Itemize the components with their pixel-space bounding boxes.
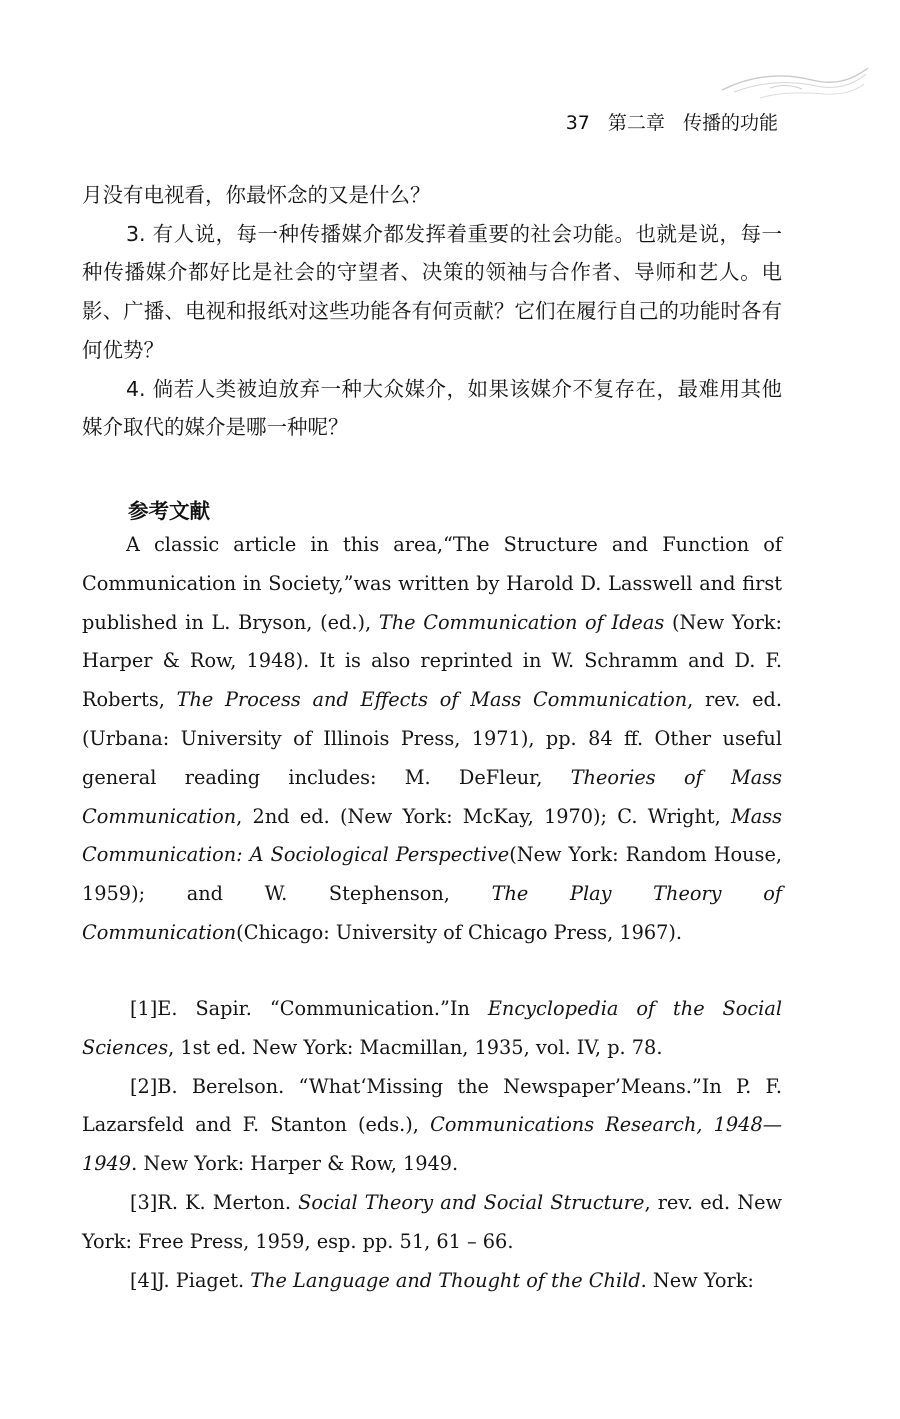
question-4: 4. 倘若人类被迫放弃一种大众媒介，如果该媒介不复存在，最难用其他媒介取代的媒介是哪一种呢？ <box>82 376 782 440</box>
reference-item <box>82 1184 782 1262</box>
chapter-label: 第二章 <box>607 112 665 134</box>
reference-3-title: Social Theory and Social Structure <box>298 1190 645 1214</box>
reference-1-details: , 1st ed. New York: Macmillan, 1935, vol. IV, p. 78. <box>168 1035 663 1059</box>
reference-4-author: [4]J. Piaget. <box>130 1268 251 1292</box>
reading-text-5: (New York: Random House, 1959); and W. Stephenson, <box>82 843 782 906</box>
reference-4-details: . New York: <box>640 1268 754 1292</box>
reading-text-6: (Chicago: University of Chicago Press, 1967). <box>236 920 683 944</box>
reading-text-3: , rev. ed. (Urbana: University of Illinois Press, 1971), pp. 84 ff. Other useful general reading includes: M. DeFleur, <box>82 688 782 789</box>
reading-title-mass-communication: Mass Communication: A Sociological Perspective <box>82 804 782 867</box>
discussion-questions <box>82 176 782 447</box>
reference-4-title: The Language and Thought of the Child <box>250 1268 641 1292</box>
reading-title-play-theory: The Play Theory of Communication <box>82 882 782 944</box>
reference-2-author: [2]B. Berelson. “What‘Missing the Newspaper’Means.”In P. F. Lazarsfeld and F. Stanton (eds.), <box>82 1074 782 1137</box>
reference-1-title: Encyclopedia of the Social Sciences <box>82 997 782 1059</box>
reference-item <box>82 990 782 1068</box>
reading-title-communication-of-ideas: The Communication of Ideas <box>378 610 665 634</box>
suggested-reading-paragraph <box>82 526 782 953</box>
reference-item <box>82 1262 782 1301</box>
suggested-reading <box>82 526 782 953</box>
references-heading: 参考文献 <box>128 499 210 523</box>
reading-text-2: (New York: Harper & Row, 1948). It is also reprinted in W. Schramm and D. F. Roberts, <box>82 610 782 712</box>
reference-3-author: [3]R. K. Merton. <box>130 1190 299 1214</box>
reading-title-process-and-effects: The Process and Effects of Mass Communication <box>176 688 688 712</box>
page-number: 37 <box>565 112 590 134</box>
reference-item <box>82 1068 782 1184</box>
question-2-continuation: 月没有电视看，你最怀念的又是什么？ <box>82 183 431 207</box>
reference-2-title: Communications Research, 1948—1949 <box>82 1113 782 1176</box>
question-3: 3. 有人说，每一种传播媒介都发挥着重要的社会功能。也就是说，每一种传播媒介都好比是社会的守望者、决策的领袖与合作者、导师和艺人。电影、广播、电视和报纸对这些功能各有何贡献？它们在履行自己的功能时各有何优势？ <box>82 221 782 362</box>
reference-1-author: [1]E. Sapir. “Communication.”In <box>130 997 488 1020</box>
reading-title-theories-of-mass-communication: Theories of Mass Communication <box>82 765 782 828</box>
reference-list <box>82 990 782 1300</box>
chapter-title: 传播的功能 <box>682 112 778 134</box>
reference-3-details: , rev. ed. New York: Free Press, 1959, esp. pp. 51, 61 – 66. <box>82 1190 782 1253</box>
reading-text-1: A classic article in this area,“The Structure and Function of Communication in Society,”was written by Harold D. Lasswell and first published in L. Bryson, (ed.), <box>82 533 782 634</box>
reference-2-details: . New York: Harper & Row, 1949. <box>131 1152 459 1176</box>
decorative-swoosh-ornament <box>720 62 870 106</box>
reading-text-4: , 2nd ed. (New York: McKay, 1970); C. Wright, <box>236 804 721 828</box>
running-header <box>566 108 778 135</box>
